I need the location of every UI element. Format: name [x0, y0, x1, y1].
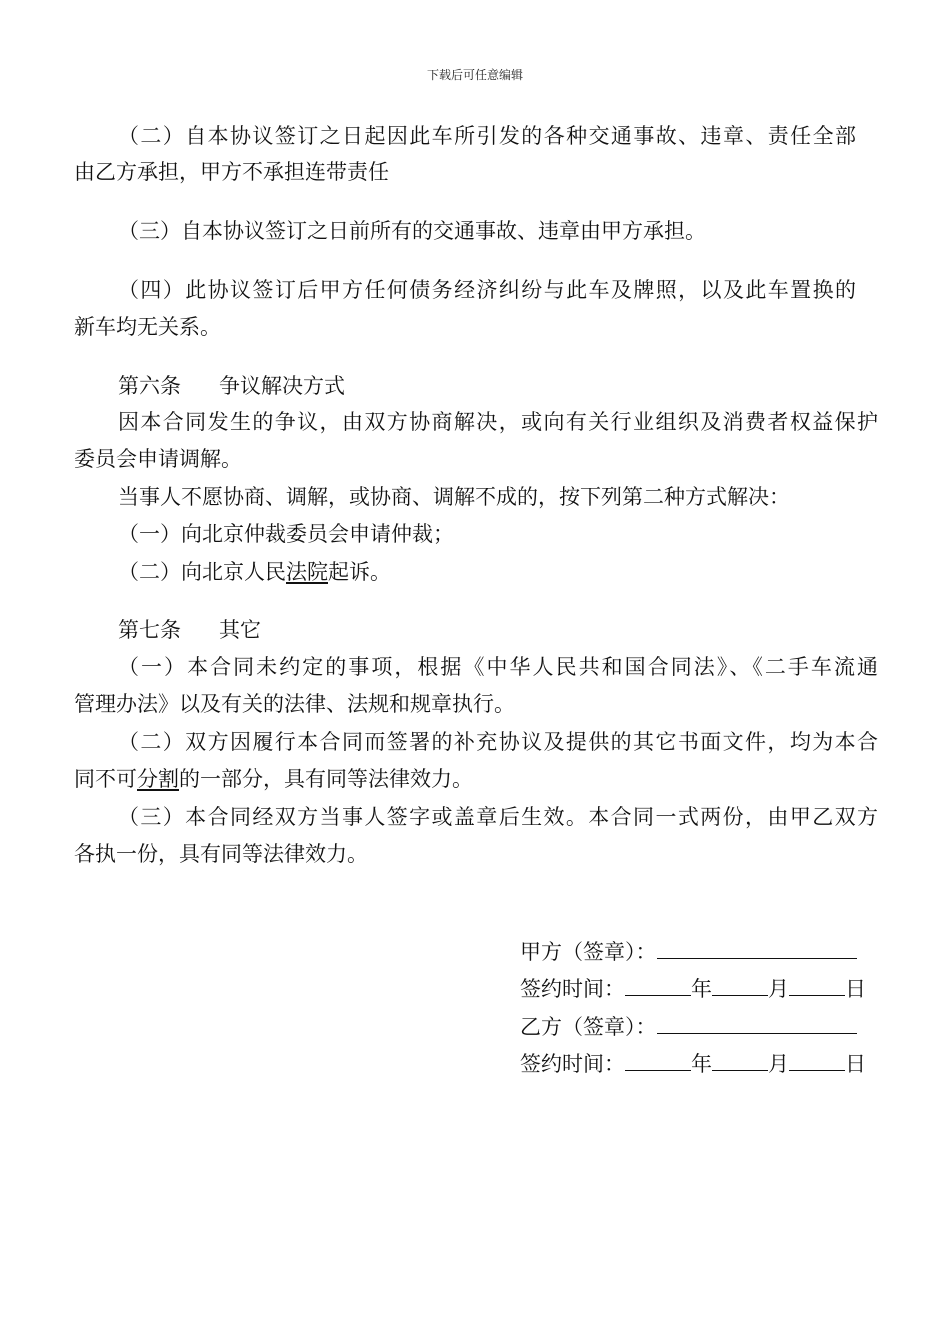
party-a-signature-blank[interactable] — [657, 940, 857, 959]
article-6-option2-end: 起诉。 — [328, 560, 391, 584]
article-6-option2 — [118, 562, 391, 583]
article-7-title: 其它 — [219, 618, 261, 642]
article-7-para3-line1: （三）本合同经双方当事人签字或盖章后生效。本合同一式两份，由甲乙双方 — [118, 805, 878, 829]
article-6-option2-text: （二）向北京人民 — [118, 560, 286, 584]
day-label: 日 — [845, 1052, 866, 1076]
page-header: 下载后可任意编辑 — [426, 68, 523, 82]
article-7-para2-text: 同不可 — [74, 767, 137, 791]
article-6-para2: 当事人不愿协商、调解，或协商、调解不成的，按下列第二种方式解决： — [118, 485, 790, 509]
article-6-number: 第六条 — [118, 374, 181, 398]
article-7-heading — [118, 620, 261, 641]
party-b-signature — [520, 1015, 857, 1038]
article-6-heading — [118, 376, 345, 397]
party-a-month-blank[interactable] — [712, 977, 768, 996]
clause-5-4-line1: （四）此协议签订后甲方任何债务经济纠纷与此车及牌照，以及此车置换的 — [118, 278, 856, 302]
day-label: 日 — [845, 977, 866, 1001]
party-b-year-blank[interactable] — [625, 1052, 691, 1071]
party-b-label: 乙方（签章）： — [520, 1015, 657, 1039]
split-link[interactable]: 分割 — [137, 767, 179, 791]
article-6-title: 争议解决方式 — [219, 374, 345, 398]
clause-5-2-line2: 由乙方承担，甲方不承担连带责任 — [74, 160, 389, 184]
party-a-date — [520, 977, 866, 1000]
article-7-para2-line1: （二）双方因履行本合同而签署的补充协议及提供的其它书面文件，均为本合 — [118, 730, 878, 754]
clause-5-2-line1: （二）自本协议签订之日起因此车所引发的各种交通事故、违章、责任全部 — [118, 124, 856, 148]
clause-5-4-line2: 新车均无关系。 — [74, 315, 221, 339]
party-b-signature-blank[interactable] — [657, 1015, 857, 1034]
party-b-date — [520, 1052, 866, 1075]
court-link[interactable]: 法院 — [286, 560, 328, 584]
party-a-day-blank[interactable] — [789, 977, 845, 996]
article-7-para1-line1: （一）本合同未约定的事项，根据《中华人民共和国合同法》、《二手车流通 — [118, 655, 878, 679]
month-label: 月 — [768, 1052, 789, 1076]
article-7-number: 第七条 — [118, 618, 181, 642]
clause-5-3: （三）自本协议签订之日前所有的交通事故、违章由甲方承担。 — [118, 219, 706, 243]
party-b-date-label: 签约时间： — [520, 1052, 625, 1076]
article-6-option1: （一）向北京仲裁委员会申请仲裁； — [118, 522, 454, 546]
year-label: 年 — [691, 1052, 712, 1076]
month-label: 月 — [768, 977, 789, 1001]
year-label: 年 — [691, 977, 712, 1001]
party-b-day-blank[interactable] — [789, 1052, 845, 1071]
article-7-para1-line2: 管理办法》以及有关的法律、法规和规章执行。 — [74, 692, 515, 716]
party-a-year-blank[interactable] — [625, 977, 691, 996]
article-6-para1-line2: 委员会申请调解。 — [74, 447, 242, 471]
party-a-signature — [520, 940, 857, 963]
party-a-label: 甲方（签章）： — [520, 940, 657, 964]
article-7-para3-line2: 各执一份，具有同等法律效力。 — [74, 842, 368, 866]
party-a-date-label: 签约时间： — [520, 977, 625, 1001]
party-b-month-blank[interactable] — [712, 1052, 768, 1071]
article-6-para1-line1: 因本合同发生的争议，由双方协商解决，或向有关行业组织及消费者权益保护 — [118, 410, 878, 434]
article-7-para2-line2 — [74, 769, 473, 790]
article-7-para2-end: 的一部分，具有同等法律效力。 — [179, 767, 473, 791]
